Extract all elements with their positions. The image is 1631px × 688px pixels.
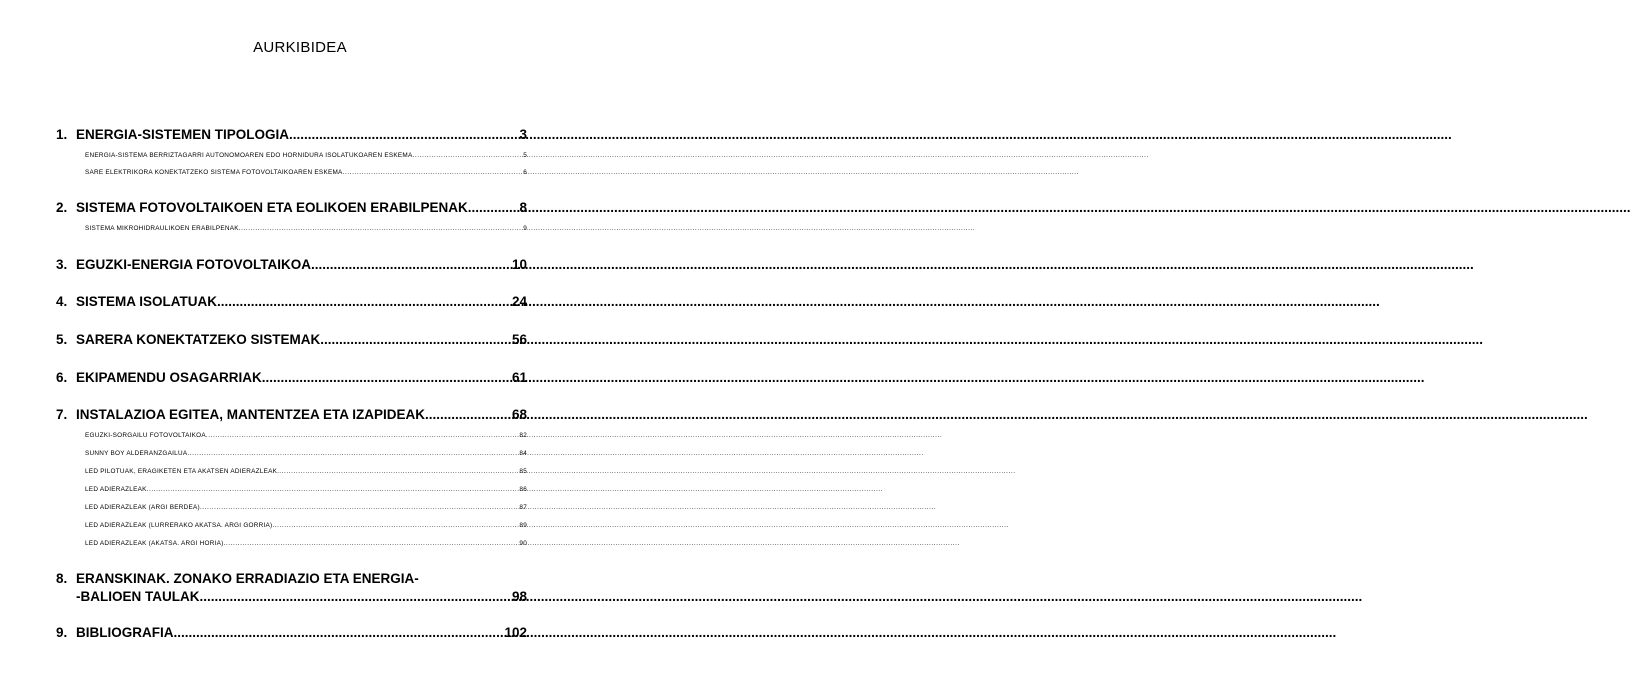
toc-subentry-page: 89 <box>519 522 527 529</box>
toc-subentry-page: 86 <box>519 486 527 493</box>
dot-leader <box>262 370 511 385</box>
dot-leader <box>468 200 519 215</box>
toc-subentry-title: LED ADIERAZLEAK (LURRERAKO AKATSA. ARGI GORRIA) <box>85 522 273 529</box>
toc-subentry-title: SUNNY BOY ALDERANZGAILUA <box>85 450 188 457</box>
toc-entry-9[interactable] <box>56 625 527 640</box>
toc-subentry[interactable] <box>85 486 527 493</box>
toc-subentry-page: 82 <box>519 432 527 439</box>
toc-entry-number: 4. <box>56 294 68 309</box>
toc-subentry-title: LED PILOTUAK, ERAGIKETEN ETA AKATSEN ADIERAZLEAK. <box>85 468 280 475</box>
page-title: AURKIBIDEA <box>253 39 347 56</box>
toc-entry-title: BIBLIOGRAFIA <box>76 625 174 640</box>
toc-subentry-page: 90 <box>519 540 527 547</box>
toc-entry-title: SISTEMA FOTOVOLTAIKOEN ETA EOLIKOEN ERABILPENAK <box>76 200 468 215</box>
toc-subentry[interactable] <box>85 152 527 159</box>
toc-subentry-page: 87 <box>519 504 527 511</box>
dot-leader <box>206 432 519 439</box>
toc-entry-7[interactable] <box>56 407 527 422</box>
toc-subentry-title: LED ADIERAZLEAK (AKATSA. ARGI HORIA) <box>85 540 224 547</box>
toc-entry-title: EGUZKI-ENERGIA FOTOVOLTAIKOA <box>76 257 311 272</box>
dot-leader <box>311 257 511 272</box>
toc-entry-page: 98 <box>511 589 527 604</box>
toc-subentry[interactable] <box>85 504 527 511</box>
toc-subentry[interactable] <box>85 450 527 457</box>
dot-leader <box>199 589 510 604</box>
toc-subentry-page: 5 <box>523 152 527 159</box>
dot-leader <box>224 540 519 547</box>
toc-entry-page: 102 <box>504 625 527 640</box>
toc-entry-page: 61 <box>511 370 527 385</box>
toc-subentry-title: LED ADIERAZLEAK (ARGI BERDEA) <box>85 504 200 511</box>
toc-entry-8[interactable] <box>56 571 527 604</box>
toc-entry-title: EKIPAMENDU OSAGARRIAK <box>76 370 262 385</box>
toc-entry-title: SISTEMA ISOLATUAK <box>76 294 217 309</box>
toc-entry-page: 8 <box>519 200 527 215</box>
dot-leader <box>217 294 511 309</box>
toc-subentry[interactable] <box>85 432 527 439</box>
toc-entry-title: INSTALAZIOA EGITEA, MANTENTZEA ETA IZAPIDEAK <box>76 407 425 422</box>
toc-entry-number: 7. <box>56 407 68 422</box>
toc-entry-title: SARERA KONEKTATZEKO SISTEMAK <box>76 332 321 347</box>
toc-entry-page: 24 <box>511 294 527 309</box>
toc-entry-3[interactable] <box>56 257 527 272</box>
dot-leader <box>320 332 511 347</box>
toc-entry-number: 2. <box>56 200 68 215</box>
dot-leader <box>425 407 511 422</box>
toc-entry-number: 9. <box>56 625 68 640</box>
toc-entry-2[interactable] <box>56 200 527 215</box>
toc-entry-number: 5. <box>56 332 68 347</box>
toc-subentry-title: ENERGIA-SISTEMA BERRIZTAGARRI AUTONOMOAREN EDO HORNIDURA ISOLATUKOAREN ESKEMA <box>85 152 413 159</box>
toc-subentry-page: 6 <box>523 169 527 176</box>
toc-entry-5[interactable] <box>56 332 527 347</box>
toc-subentry-title: LED ADIERAZLEAK <box>85 486 147 493</box>
toc-entry-number: 6. <box>56 370 68 385</box>
toc-subentry-title: EGUZKI-SORGAILU FOTOVOLTAIKOA <box>85 432 206 439</box>
toc-entry-number: 1. <box>56 127 68 142</box>
toc-entry-page: 68 <box>511 407 527 422</box>
dot-leader <box>343 169 523 176</box>
toc-entry-1[interactable] <box>56 127 527 142</box>
toc-entry-6[interactable] <box>56 370 527 385</box>
toc-entry-page: 3 <box>519 127 527 142</box>
dot-leader <box>200 504 519 511</box>
dot-leader <box>187 450 518 457</box>
dot-leader <box>289 127 518 142</box>
dot-leader <box>412 152 522 159</box>
dot-leader <box>147 486 519 493</box>
toc-subentry[interactable] <box>85 468 527 475</box>
toc-subentry-page: 84 <box>519 450 527 457</box>
toc-subentry[interactable] <box>85 169 527 176</box>
toc-subentry-title: SARE ELEKTRIKORA KONEKTATZEKO SISTEMA FOTOVOLTAIKOAREN ESKEMA <box>85 169 343 176</box>
toc-subentry[interactable] <box>85 540 527 547</box>
dot-leader <box>174 625 504 640</box>
toc-entry-title: ENERGIA-SISTEMEN TIPOLOGIA <box>76 127 290 142</box>
toc-entry-title: ERANSKINAK. ZONAKO ERRADIAZIO ETA ENERGIA- <box>76 571 419 586</box>
toc-entry-page: 56 <box>511 332 527 347</box>
dot-leader <box>239 225 522 232</box>
toc-entry-number: 8. <box>56 571 68 586</box>
toc-entry-4[interactable] <box>56 294 527 309</box>
toc-entry-page: 10 <box>511 257 527 272</box>
toc-subentry-page: 9 <box>523 225 527 232</box>
toc-subentry[interactable] <box>85 225 527 232</box>
dot-leader <box>272 522 518 529</box>
toc-subentry[interactable] <box>85 522 527 529</box>
dot-leader <box>279 468 518 475</box>
toc-entry-title-continued: -BALIOEN TAULAK <box>76 589 200 604</box>
toc-subentry-title: SISTEMA MIKROHIDRAULIKOEN ERABILPENAK <box>85 225 239 232</box>
toc-entry-number: 3. <box>56 257 68 272</box>
toc-subentry-page: 85 <box>519 468 527 475</box>
